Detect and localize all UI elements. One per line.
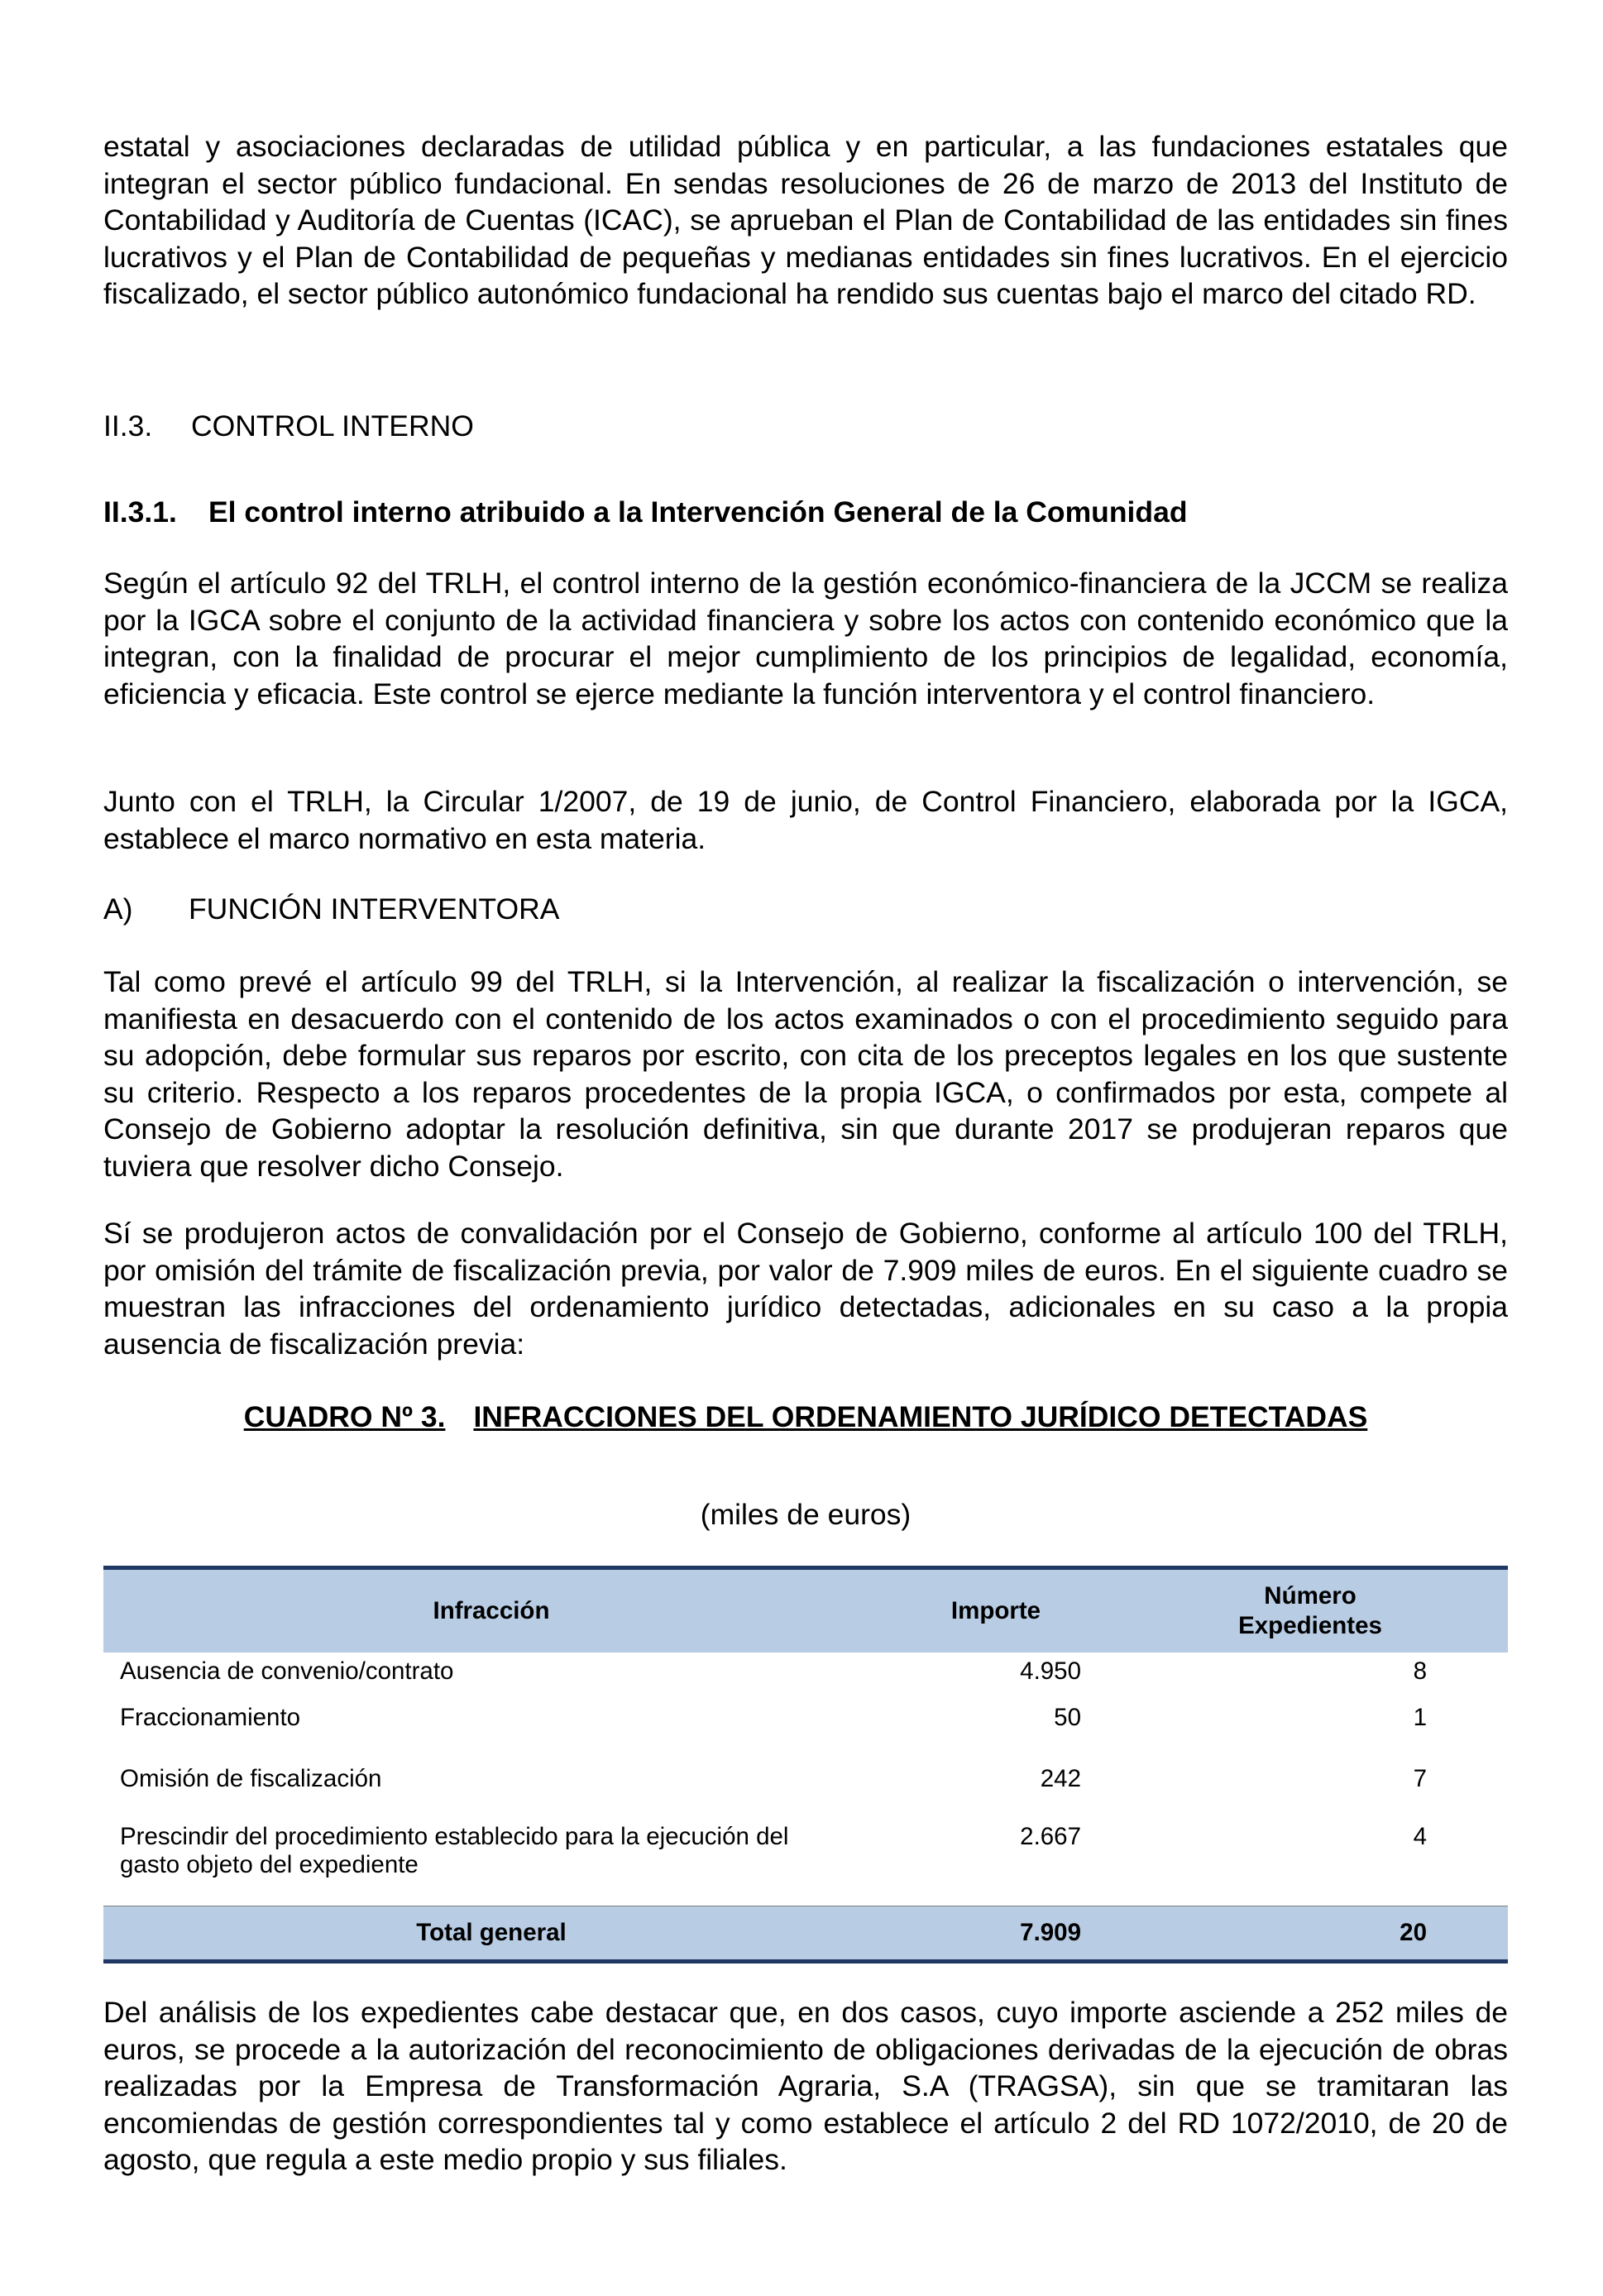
- table-units: (miles de euros): [700, 1498, 912, 1531]
- circular-paragraph: Junto con el TRLH, la Circular 1/2007, de 19 de junio, de Control Financiero, elaborada por la IGCA, establece el marco normativo en esta materia.: [103, 785, 1508, 855]
- row-infraccion: Prescindir del procedimiento establecido para la ejecución del gasto objeto del expediente: [120, 1823, 789, 1878]
- intro-paragraph: estatal y asociaciones declaradas de utilidad pública y en particular, a las fundaciones estatales que integran el sector público fundacional. En sendas resoluciones de 26 de marzo de 2013 del Instituto de Contabilidad y Auditoría de Cuentas (ICAC), se aprueban el Plan de Contabilidad de las entidades sin fines lucrativos y el Plan de Contabilidad de pequeñas y medianas entidades sin fines lucrativos. En el ejercicio fiscalizado, el sector público autonómico fundacional ha rendido sus cuentas bajo el marco del citado RD.: [103, 130, 1508, 310]
- row-expedientes: 4: [1413, 1823, 1427, 1850]
- row-infraccion: Fraccionamiento: [120, 1704, 301, 1731]
- table-caption-title: INFRACCIONES DEL ORDENAMIENTO JURÍDICO DETECTADAS: [473, 1400, 1368, 1433]
- function-letter: A): [103, 892, 133, 926]
- row-importe: 242: [1040, 1765, 1081, 1792]
- subsection-title: El control interno atribuido a la Intervención General de la Comunidad: [208, 495, 1188, 529]
- section-heading: [103, 408, 474, 444]
- total-importe: 7.909: [879, 1906, 1113, 1961]
- function-subheading: [103, 891, 559, 927]
- row-expedientes: 8: [1413, 1657, 1427, 1685]
- convalidacion-paragraph: Sí se produjeron actos de convalidación por el Consejo de Gobierno, conforme al artículo 100 del TRLH, por omisión del trámite de fiscalización previa, por valor de 7.909 miles de euros. En el siguiente cuadro se muestran las infracciones del ordenamiento jurídico detectadas, adicionales en su caso a la propia ausencia de fiscalización previa:: [103, 1217, 1508, 1361]
- header-infraccion: Infracción: [103, 1568, 879, 1653]
- table-row: [103, 1653, 1508, 1704]
- infractions-table: [103, 1566, 1508, 1964]
- header-importe: Importe: [879, 1568, 1113, 1653]
- subsection-heading: [103, 494, 1188, 530]
- row-importe: 2.667: [1020, 1823, 1081, 1850]
- row-expedientes: 1: [1413, 1704, 1427, 1731]
- header-numero-line2: Expedientes: [1238, 1612, 1382, 1639]
- row-importe: 50: [1054, 1704, 1081, 1731]
- table-row: [103, 1704, 1508, 1758]
- row-importe: 4.950: [1020, 1657, 1081, 1685]
- table-total-row: [103, 1906, 1508, 1961]
- table-row: [103, 1816, 1508, 1906]
- table-caption-number: CUADRO Nº 3.: [243, 1400, 446, 1433]
- art99-paragraph: Tal como prevé el artículo 99 del TRLH, si la Intervención, al realizar la fiscalización o intervención, se manifiesta en desacuerdo con el contenido de los actos examinados o con el procedimiento seguido para su adopción, debe formular sus reparos por escrito, con cita de los preceptos legales en los que sustente su criterio. Respecto a los reparos procedentes de la propia IGCA, o confirmados por esta, compete al Consejo de Gobierno adoptar la resolución definitiva, sin que durante 2017 se produjeran reparos que tuviera que resolver dicho Consejo.: [103, 965, 1508, 1183]
- total-expedientes: 20: [1113, 1906, 1508, 1961]
- row-infraccion: Ausencia de convenio/contrato: [120, 1657, 454, 1685]
- analysis-paragraph: Del análisis de los expedientes cabe destacar que, en dos casos, cuyo importe asciende a 252 miles de euros, se procede a la autorización del reconocimiento de obligaciones derivadas de la ejecución de obras realizadas por la Empresa de Transformación Agraria, S.A (TRAGSA), sin que se tramitaran las encomiendas de gestión correspondientes tal y como establece el artículo 2 del RD 1072/2010, de 20 de agosto, que regula a este medio propio y sus filiales.: [103, 1996, 1508, 2176]
- table-caption: [103, 1399, 1508, 1435]
- section-number: II.3.: [103, 409, 153, 442]
- total-label: Total general: [103, 1906, 879, 1961]
- trlh-paragraph: Según el artículo 92 del TRLH, el control interno de la gestión económico-financiera de la JCCM se realiza por la IGCA sobre el conjunto de la actividad financiera y sobre los actos con contenido económico que la integran, con la finalidad de procurar el mejor cumplimiento de los principios de legalidad, economía, eficiencia y eficacia. Este control se ejerce mediante la función interventora y el control financiero.: [103, 567, 1508, 710]
- section-title: CONTROL INTERNO: [191, 409, 474, 442]
- header-numero-line1: Número: [1264, 1582, 1357, 1610]
- row-infraccion: Omisión de fiscalización: [120, 1765, 382, 1792]
- function-title: FUNCIÓN INTERVENTORA: [189, 892, 560, 926]
- table-row: [103, 1758, 1508, 1816]
- subsection-number: II.3.1.: [103, 495, 177, 529]
- table-header-row: [103, 1568, 1508, 1653]
- row-expedientes: 7: [1413, 1765, 1427, 1792]
- header-numero-expedientes: [1113, 1568, 1508, 1653]
